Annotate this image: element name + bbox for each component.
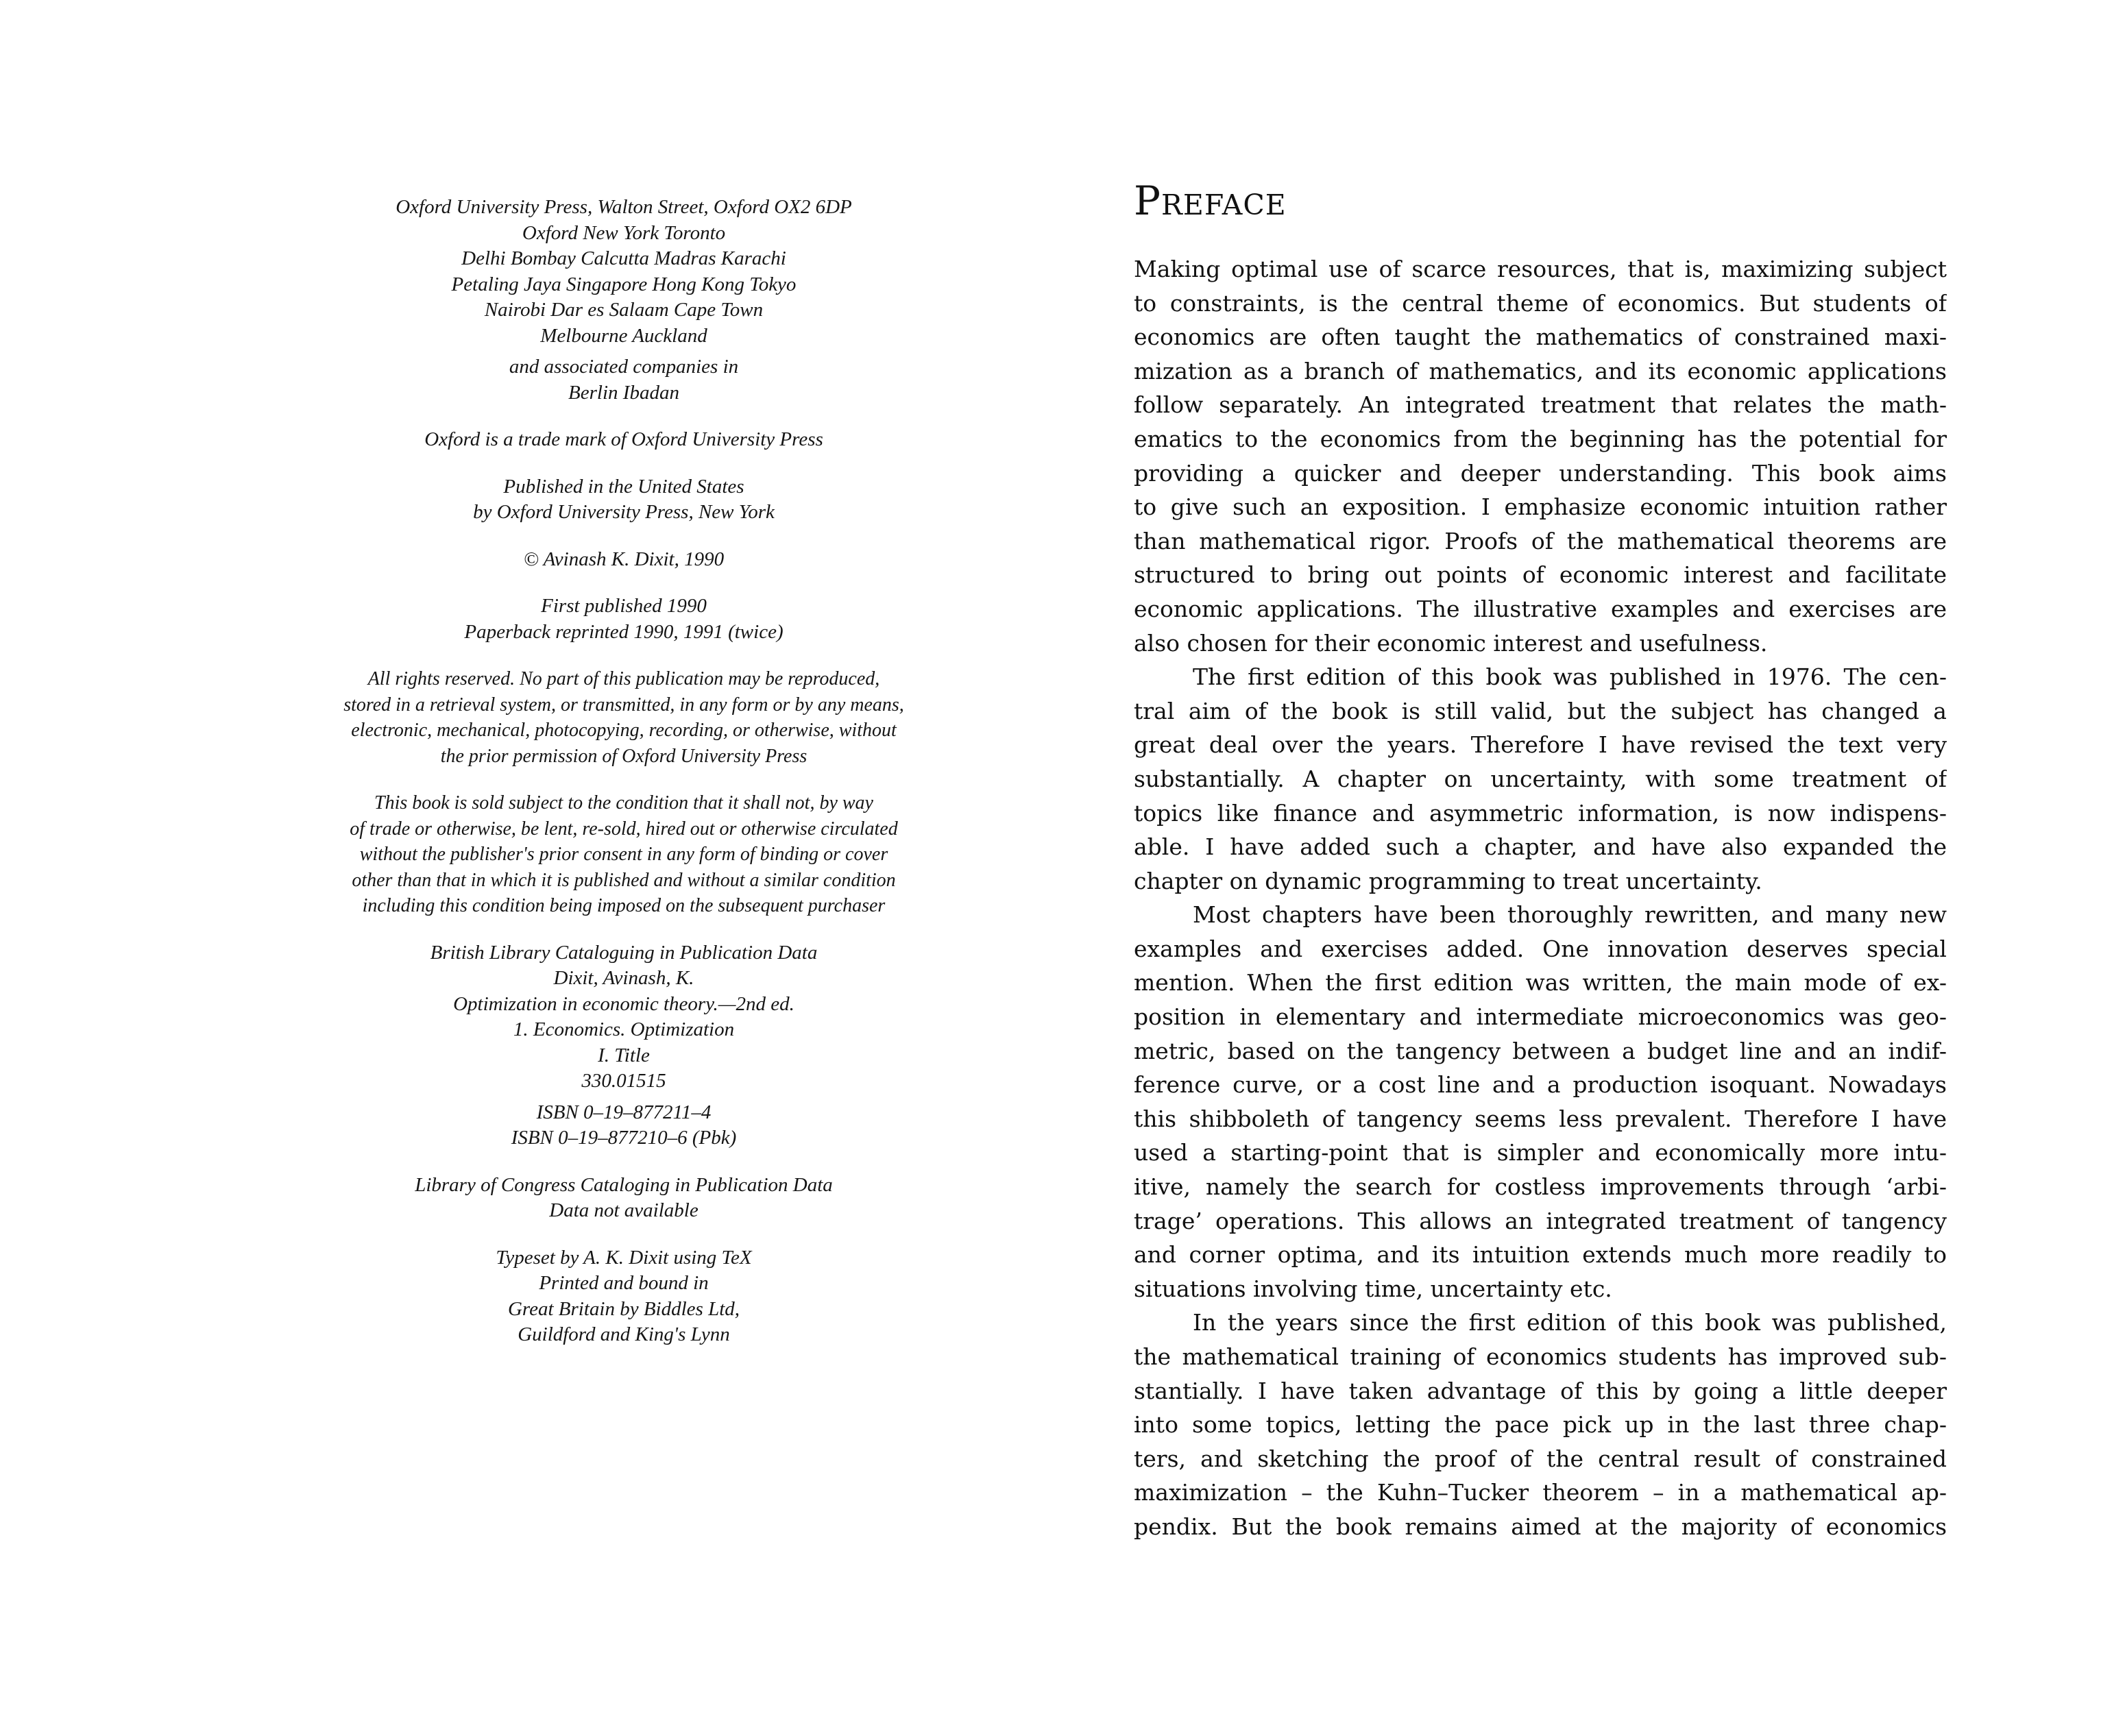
cip-line: 1. Economics. Optimization — [513, 1018, 735, 1040]
preface-paragraph-2 — [1134, 660, 1947, 898]
text-line: The first edition of this book was published in 1976. The cen- — [1193, 663, 1947, 691]
isbn-block — [260, 1100, 987, 1151]
text-line: this shibboleth of tangency seems less prevalent. Therefore I have — [1134, 1105, 1947, 1132]
text-line: to constraints, is the central theme of economics. But students of — [1134, 289, 1947, 317]
text-line: stantially. I have taken advantage of this by going a little deeper — [1134, 1377, 1947, 1404]
preface-page — [1134, 177, 1947, 1544]
typesetting-credits — [260, 1245, 987, 1348]
sale-condition-line: other than that in which it is published and without a similar condition — [352, 869, 896, 891]
cip-line: Optimization in economic theory.—2nd ed. — [453, 992, 794, 1015]
printing-history-line: First published 1990 — [541, 595, 707, 617]
publisher-cities-line: Oxford New York Toronto — [522, 221, 726, 244]
rights-line: electronic, mechanical, photocopying, recording, or otherwise, without — [351, 720, 897, 741]
text-line: Making optimal use of scarce resources, that is, maximizing subject — [1134, 256, 1947, 282]
publisher-cities-line: Nairobi Dar es Salaam Cape Town — [484, 299, 764, 321]
typesetting-line: Guildford and King's Lynn — [518, 1323, 730, 1345]
text-line: tral aim of the book is still valid, but the subject has changed a — [1134, 697, 1947, 724]
rights-reserved-notice — [260, 666, 987, 769]
text-line: the mathematical training of economics students has improved sub- — [1134, 1343, 1947, 1370]
cip-line: 330.01515 — [581, 1070, 666, 1092]
preface-paragraph-1 — [1134, 252, 1947, 660]
text-line: to give such an exposition. I emphasize economic intuition rather — [1134, 493, 1947, 521]
preface-title: Preface — [1134, 178, 1287, 224]
text-line: In the years since the first edition of this book was published, — [1193, 1309, 1947, 1336]
text-line: used a starting-point that is simpler and economically more intu- — [1134, 1139, 1947, 1166]
british-library-cip — [260, 940, 987, 1095]
associated-companies-block — [260, 354, 987, 406]
text-line: metric, based on the tangency between a budget line and an indif- — [1134, 1037, 1947, 1064]
publisher-cities-line: Delhi Bombay Calcutta Madras Karachi — [461, 247, 786, 269]
text-line: topics like finance and asymmetric information, is now indispens- — [1134, 799, 1947, 827]
text-line: great deal over the years. Therefore I have revised the text very — [1134, 731, 1947, 759]
text-line: mention. When the first edition was written, the main mode of ex- — [1134, 969, 1947, 997]
cip-line: I. Title — [598, 1044, 650, 1066]
text-line: mization as a branch of mathematics, and its economic applications — [1134, 357, 1947, 384]
loc-cip — [260, 1173, 987, 1224]
copyright-line: © Avinash K. Dixit, 1990 — [523, 548, 725, 570]
text-line: Most chapters have been thoroughly rewritten, and many new — [1193, 901, 1947, 929]
text-line: and corner optima, and its intuition extends much more readily to — [1134, 1241, 1947, 1269]
typesetting-line: Typeset by A. K. Dixit using TeX — [496, 1246, 752, 1269]
associated-companies-line: Berlin Ibadan — [568, 381, 679, 404]
publisher-cities-line: Petaling Jaya Singapore Hong Kong Tokyo — [451, 273, 797, 295]
printing-history-line: Paperback reprinted 1990, 1991 (twice) — [464, 620, 784, 643]
copyright-page — [260, 195, 987, 1369]
printing-history — [260, 594, 987, 645]
publisher-address-block — [260, 195, 987, 349]
text-line: position in elementary and intermediate microeconomics was geo- — [1134, 1003, 1947, 1031]
us-publication-line: by Oxford University Press, New York — [473, 501, 775, 523]
sale-condition-line: of trade or otherwise, be lent, re-sold, hired out or otherwise circulated — [350, 818, 898, 840]
rights-line: All rights reserved. No part of this publication may be reproduced, — [367, 668, 880, 689]
text-line: ters, and sketching the proof of the central result of constrained — [1134, 1445, 1947, 1472]
trademark-notice — [260, 427, 987, 453]
us-publication-line: Published in the United States — [503, 475, 744, 498]
isbn-line: ISBN 0–19–877211–4 — [536, 1101, 712, 1123]
associated-companies-line: and associated companies in — [509, 356, 739, 378]
loc-cip-line: Data not available — [549, 1199, 699, 1221]
rights-line: the prior permission of Oxford University Press — [440, 745, 807, 767]
cip-line: Dixit, Avinash, K. — [553, 967, 694, 989]
text-line: itive, namely the search for costless improvements through ‘arbi- — [1134, 1173, 1947, 1201]
preface-paragraph-3 — [1134, 898, 1947, 1306]
text-line: providing a quicker and deeper understanding. This book aims — [1134, 459, 1947, 487]
us-publication-notice — [260, 474, 987, 526]
text-line: maximization – the Kuhn–Tucker theorem – in a mathematical ap- — [1134, 1479, 1947, 1506]
publisher-cities-line: Melbourne Auckland — [540, 324, 707, 347]
text-line: ference curve, or a cost line and a production isoquant. Nowadays — [1134, 1071, 1947, 1099]
preface-paragraph-4 — [1134, 1306, 1947, 1543]
typesetting-line: Printed and bound in — [539, 1272, 709, 1294]
text-line: substantially. A chapter on uncertainty, with some treatment of — [1134, 765, 1947, 792]
sale-condition-line: including this condition being imposed on the subsequent purchaser — [362, 895, 886, 916]
text-line: able. I have added such a chapter, and have also expanded the — [1134, 833, 1947, 861]
publisher-address-line: Oxford University Press, Walton Street, Oxford OX2 6DP — [396, 196, 852, 218]
text-line: situations involving time, uncertainty etc. — [1134, 1275, 1612, 1302]
trademark-line: Oxford is a trade mark of Oxford University Press — [424, 428, 823, 450]
sale-condition-line: without the publisher's prior consent in any form of binding or cover — [359, 844, 888, 865]
text-line: structured to bring out points of economic interest and facilitate — [1134, 561, 1947, 589]
text-line: chapter on dynamic programming to treat uncertainty. — [1134, 867, 1762, 894]
text-line: economic applications. The illustrative examples and exercises are — [1134, 595, 1947, 622]
text-line: ematics to the economics from the beginning has the potential for — [1134, 425, 1947, 452]
text-line: follow separately. An integrated treatment that relates the math- — [1134, 391, 1947, 419]
text-line: into some topics, letting the pace pick up in the last three chap- — [1134, 1411, 1947, 1439]
copyright-notice — [260, 547, 987, 573]
sale-condition-notice — [260, 790, 987, 919]
text-line: pendix. But the book remains aimed at the majority of economics — [1134, 1513, 1947, 1540]
text-line: also chosen for their economic interest and usefulness. — [1134, 629, 1768, 657]
loc-cip-heading: Library of Congress Cataloging in Publication Data — [415, 1173, 833, 1196]
isbn-line: ISBN 0–19–877210–6 (Pbk) — [511, 1127, 737, 1149]
sale-condition-line: This book is sold subject to the condition that it shall not, by way — [374, 792, 873, 814]
cip-heading: British Library Cataloguing in Publication Data — [430, 941, 818, 964]
text-line: trage’ operations. This allows an integrated treatment of tangency — [1134, 1207, 1947, 1234]
rights-line: stored in a retrieval system, or transmitted, in any form or by any means, — [343, 694, 904, 716]
text-line: economics are often taught the mathematics of constrained maxi- — [1134, 323, 1947, 351]
text-line: examples and exercises added. One innovation deserves special — [1134, 935, 1947, 962]
typesetting-line: Great Britain by Biddles Ltd, — [507, 1297, 740, 1320]
text-line: than mathematical rigor. Proofs of the mathematical theorems are — [1134, 527, 1947, 554]
